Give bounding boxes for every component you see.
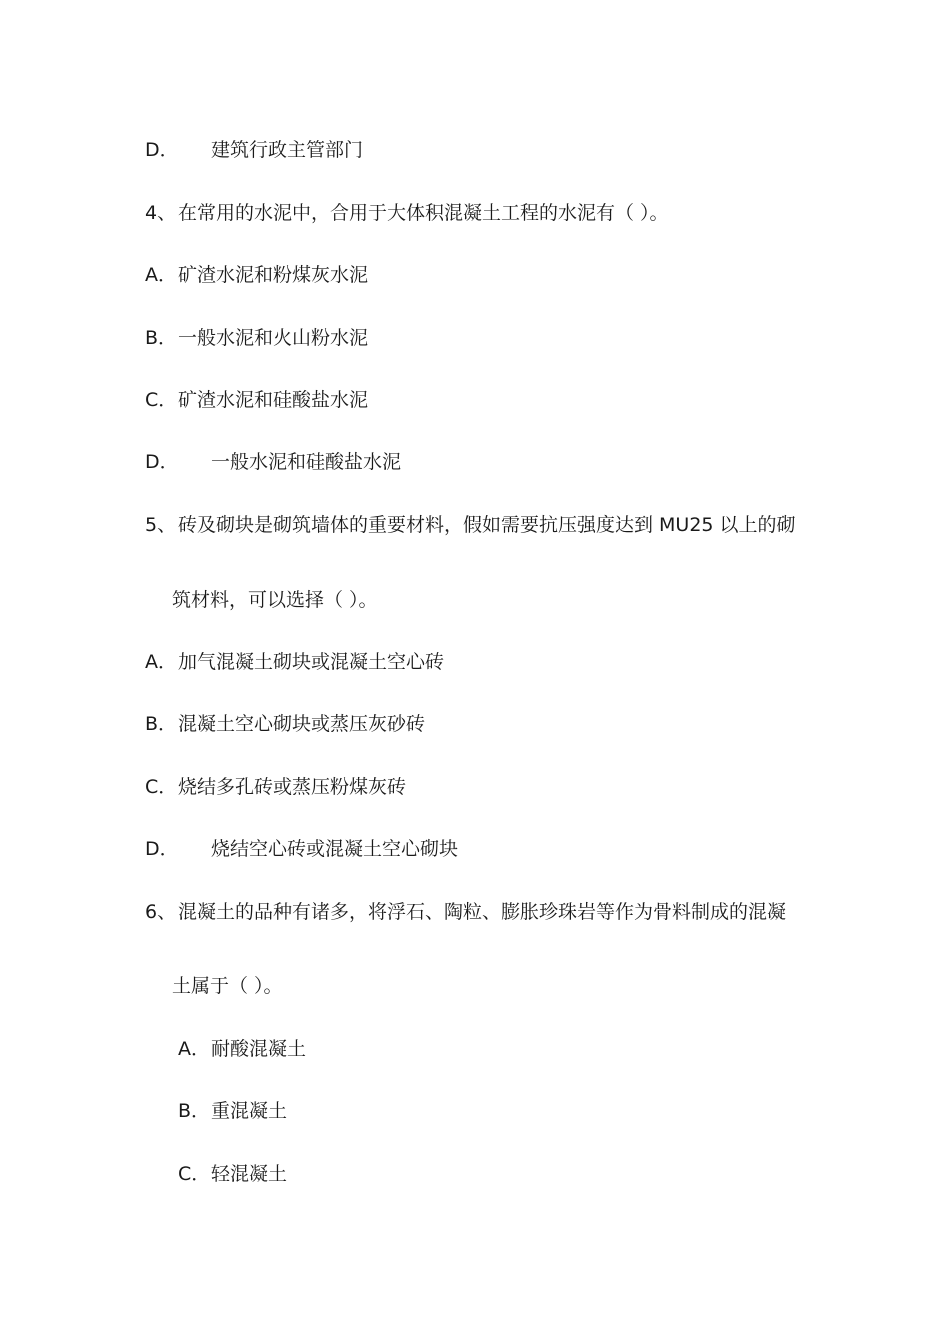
option-text: 烧结多孔砖或蒸压粉煤灰砖 xyxy=(178,776,407,798)
option-text: 建筑行政主管部门 xyxy=(211,139,364,161)
option-marker: C． xyxy=(178,1163,211,1185)
option-d-q5 xyxy=(145,836,458,862)
option-text: 轻混凝土 xyxy=(211,1163,288,1185)
question-text: 砖及砌块是砌筑墙体的重要材料，假如需要抗压强度达到 MU25 以上的砌 xyxy=(178,514,796,536)
option-b-q5 xyxy=(145,711,425,737)
question-text: 土属于（ ）。 xyxy=(172,975,283,997)
option-marker: A． xyxy=(145,264,177,286)
question-6-continuation xyxy=(172,973,283,999)
option-marker: D． xyxy=(145,838,179,860)
option-text: 矿渣水泥和硅酸盐水泥 xyxy=(178,389,369,411)
question-text: 在常用的水泥中，合用于大体积混凝土工程的水泥有（ ）。 xyxy=(178,202,669,224)
option-text: 一般水泥和火山粉水泥 xyxy=(178,327,369,349)
option-b-q4 xyxy=(145,325,368,351)
option-marker: D． xyxy=(145,139,179,161)
option-text: 矿渣水泥和粉煤灰水泥 xyxy=(178,264,369,286)
option-c-q5 xyxy=(145,774,406,800)
option-marker: B． xyxy=(145,327,178,349)
question-number: 5、 xyxy=(145,514,177,536)
option-marker: D． xyxy=(145,451,179,473)
option-text: 耐酸混凝土 xyxy=(211,1038,307,1060)
option-text: 混凝土空心砌块或蒸压灰砂砖 xyxy=(178,713,426,735)
question-5-continuation xyxy=(172,587,378,613)
question-4 xyxy=(145,200,669,226)
option-a-q6 xyxy=(178,1036,306,1062)
question-text: 混凝土的品种有诸多，将浮石、陶粒、膨胀珍珠岩等作为骨料制成的混凝 xyxy=(178,901,787,923)
option-marker: C． xyxy=(145,389,178,411)
question-6 xyxy=(145,899,786,925)
option-marker: B． xyxy=(178,1100,211,1122)
option-marker: B． xyxy=(145,713,178,735)
question-number: 6、 xyxy=(145,901,177,923)
option-b-q6 xyxy=(178,1098,287,1124)
option-d-q3 xyxy=(145,137,363,163)
option-text: 重混凝土 xyxy=(211,1100,288,1122)
option-text: 加气混凝土砌块或混凝土空心砖 xyxy=(178,651,445,673)
question-5 xyxy=(145,512,796,538)
option-c-q4 xyxy=(145,387,368,413)
question-text: 筑材料，可以选择（ ）。 xyxy=(172,589,378,611)
option-marker: C． xyxy=(145,776,178,798)
option-a-q4 xyxy=(145,262,368,288)
question-number: 4、 xyxy=(145,202,177,224)
option-d-q4 xyxy=(145,449,401,475)
option-text: 烧结空心砖或混凝土空心砌块 xyxy=(211,838,459,860)
option-marker: A． xyxy=(178,1038,210,1060)
option-marker: A． xyxy=(145,651,177,673)
option-c-q6 xyxy=(178,1161,287,1187)
option-text: 一般水泥和硅酸盐水泥 xyxy=(211,451,402,473)
option-a-q5 xyxy=(145,649,444,675)
